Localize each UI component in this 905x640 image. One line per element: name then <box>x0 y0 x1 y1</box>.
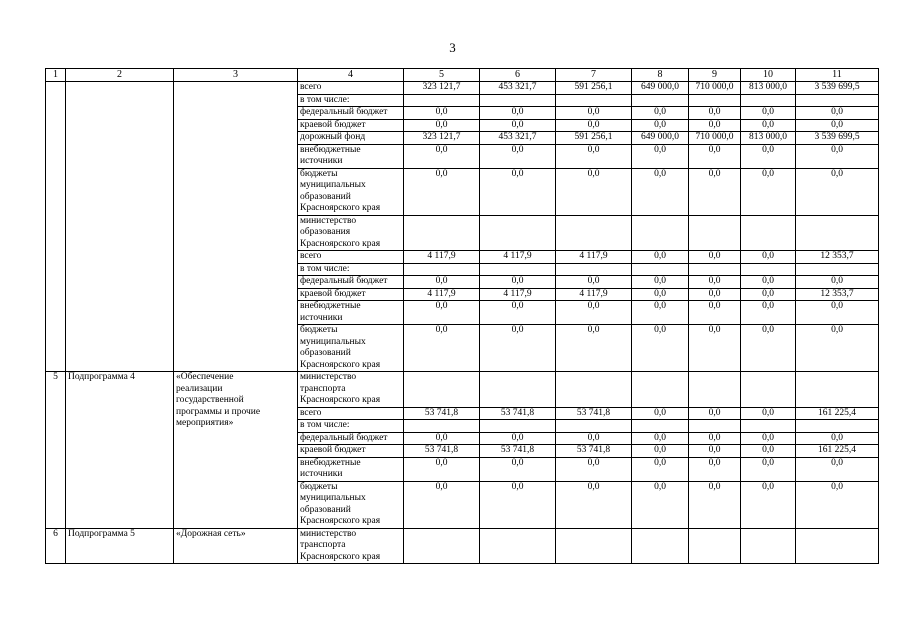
funding-source-cell: федеральный бюджет <box>298 432 404 445</box>
value-cell: 0,0 <box>404 144 480 168</box>
value-cell: 0,0 <box>404 119 480 132</box>
value-cell <box>689 420 741 433</box>
value-cell <box>741 372 796 408</box>
value-cell <box>689 215 741 251</box>
value-cell <box>480 372 556 408</box>
funding-source-cell: краевой бюджет <box>298 288 404 301</box>
column-header-4: 4 <box>298 69 404 82</box>
funding-source-cell: в том числе: <box>298 94 404 107</box>
value-cell: 0,0 <box>556 276 632 289</box>
funding-source-cell: бюджеты муниципальных образований Красноярского края <box>298 481 404 528</box>
value-cell: 0,0 <box>689 301 741 325</box>
value-cell: 0,0 <box>741 445 796 458</box>
funding-source-cell: министерство образования Красноярского края <box>298 215 404 251</box>
funding-source-cell: внебюджетные источники <box>298 457 404 481</box>
value-cell <box>741 263 796 276</box>
value-cell: 0,0 <box>556 481 632 528</box>
value-cell: 0,0 <box>480 107 556 120</box>
value-cell <box>689 263 741 276</box>
value-cell: 12 353,7 <box>796 251 879 264</box>
funding-source-cell: всего <box>298 407 404 420</box>
value-cell <box>741 420 796 433</box>
value-cell: 0,0 <box>632 168 689 215</box>
column-header-9: 9 <box>689 69 741 82</box>
value-cell: 53 741,8 <box>404 407 480 420</box>
value-cell <box>796 372 879 408</box>
value-cell: 4 117,9 <box>556 251 632 264</box>
value-cell: 161 225,4 <box>796 407 879 420</box>
funding-source-cell: бюджеты муниципальных образований Красноярского края <box>298 325 404 372</box>
value-cell <box>632 94 689 107</box>
funding-source-cell: федеральный бюджет <box>298 107 404 120</box>
value-cell: 591 256,1 <box>556 132 632 145</box>
value-cell: 0,0 <box>741 144 796 168</box>
value-cell <box>480 263 556 276</box>
value-cell <box>741 528 796 564</box>
value-cell <box>556 215 632 251</box>
value-cell: 0,0 <box>689 107 741 120</box>
value-cell: 0,0 <box>404 481 480 528</box>
value-cell: 0,0 <box>741 251 796 264</box>
table-row <box>46 528 879 564</box>
value-cell: 0,0 <box>689 481 741 528</box>
value-cell: 710 000,0 <box>689 82 741 95</box>
value-cell <box>796 94 879 107</box>
value-cell: 53 741,8 <box>480 407 556 420</box>
value-cell <box>796 420 879 433</box>
value-cell: 0,0 <box>741 276 796 289</box>
value-cell: 0,0 <box>632 445 689 458</box>
value-cell: 0,0 <box>796 119 879 132</box>
value-cell: 453 321,7 <box>480 132 556 145</box>
row-number-cell <box>46 82 66 372</box>
value-cell: 0,0 <box>689 457 741 481</box>
column-header-11: 11 <box>796 69 879 82</box>
value-cell: 0,0 <box>556 119 632 132</box>
value-cell: 591 256,1 <box>556 82 632 95</box>
value-cell: 0,0 <box>741 168 796 215</box>
funding-source-cell: краевой бюджет <box>298 119 404 132</box>
column-header-6: 6 <box>480 69 556 82</box>
value-cell: 0,0 <box>741 325 796 372</box>
value-cell: 0,0 <box>689 144 741 168</box>
value-cell: 0,0 <box>689 168 741 215</box>
funding-source-cell: внебюджетные источники <box>298 301 404 325</box>
header-row <box>46 69 879 82</box>
value-cell: 649 000,0 <box>632 132 689 145</box>
funding-source-cell: всего <box>298 251 404 264</box>
value-cell: 0,0 <box>741 288 796 301</box>
value-cell: 12 353,7 <box>796 288 879 301</box>
funding-source-cell: в том числе: <box>298 263 404 276</box>
value-cell: 0,0 <box>632 301 689 325</box>
value-cell <box>689 94 741 107</box>
value-cell: 0,0 <box>689 445 741 458</box>
value-cell <box>632 528 689 564</box>
value-cell: 453 321,7 <box>480 82 556 95</box>
value-cell: 0,0 <box>556 144 632 168</box>
value-cell: 0,0 <box>632 251 689 264</box>
value-cell: 0,0 <box>632 407 689 420</box>
table-row <box>46 82 879 95</box>
value-cell: 0,0 <box>741 457 796 481</box>
value-cell: 161 225,4 <box>796 445 879 458</box>
value-cell <box>796 215 879 251</box>
value-cell: 0,0 <box>480 144 556 168</box>
funding-source-cell: министерство транспорта Красноярского края <box>298 528 404 564</box>
value-cell: 4 117,9 <box>404 251 480 264</box>
column-header-3: 3 <box>174 69 298 82</box>
value-cell <box>741 215 796 251</box>
value-cell: 0,0 <box>632 144 689 168</box>
value-cell: 0,0 <box>741 407 796 420</box>
value-cell: 0,0 <box>404 168 480 215</box>
value-cell: 0,0 <box>632 457 689 481</box>
value-cell <box>632 372 689 408</box>
value-cell: 0,0 <box>689 325 741 372</box>
funding-source-cell: бюджеты муниципальных образований Красноярского края <box>298 168 404 215</box>
value-cell: 0,0 <box>741 107 796 120</box>
column-header-2: 2 <box>66 69 174 82</box>
column-header-1: 1 <box>46 69 66 82</box>
value-cell: 813 000,0 <box>741 82 796 95</box>
value-cell: 0,0 <box>404 107 480 120</box>
value-cell <box>480 420 556 433</box>
funding-source-cell: федеральный бюджет <box>298 276 404 289</box>
value-cell: 3 539 699,5 <box>796 82 879 95</box>
value-cell <box>689 372 741 408</box>
value-cell: 0,0 <box>796 301 879 325</box>
value-cell <box>480 528 556 564</box>
page-number: 3 <box>449 40 456 55</box>
value-cell <box>404 528 480 564</box>
value-cell: 0,0 <box>689 432 741 445</box>
value-cell: 0,0 <box>480 457 556 481</box>
value-cell <box>556 263 632 276</box>
value-cell <box>404 94 480 107</box>
value-cell <box>404 372 480 408</box>
value-cell: 0,0 <box>480 432 556 445</box>
value-cell: 4 117,9 <box>480 288 556 301</box>
column-header-8: 8 <box>632 69 689 82</box>
program-title-cell: «Обеспечение реализации государственной программы и прочие мероприятия» <box>174 372 298 529</box>
value-cell: 0,0 <box>480 119 556 132</box>
program-name-cell <box>66 82 174 372</box>
value-cell <box>404 263 480 276</box>
value-cell: 649 000,0 <box>632 82 689 95</box>
value-cell: 53 741,8 <box>480 445 556 458</box>
value-cell: 0,0 <box>796 457 879 481</box>
value-cell: 0,0 <box>480 168 556 215</box>
value-cell: 0,0 <box>632 107 689 120</box>
value-cell <box>556 372 632 408</box>
value-cell: 0,0 <box>689 288 741 301</box>
value-cell: 0,0 <box>404 276 480 289</box>
value-cell: 0,0 <box>796 144 879 168</box>
value-cell: 4 117,9 <box>556 288 632 301</box>
value-cell: 0,0 <box>796 481 879 528</box>
value-cell: 0,0 <box>632 325 689 372</box>
budget-table <box>45 68 879 564</box>
value-cell: 53 741,8 <box>556 407 632 420</box>
value-cell: 0,0 <box>796 107 879 120</box>
funding-source-cell: в том числе: <box>298 420 404 433</box>
value-cell: 0,0 <box>556 107 632 120</box>
value-cell: 0,0 <box>404 432 480 445</box>
value-cell <box>556 420 632 433</box>
value-cell <box>556 94 632 107</box>
value-cell <box>480 215 556 251</box>
value-cell <box>632 215 689 251</box>
funding-source-cell: внебюджетные источники <box>298 144 404 168</box>
value-cell: 0,0 <box>689 407 741 420</box>
value-cell <box>741 94 796 107</box>
value-cell: 0,0 <box>741 432 796 445</box>
value-cell: 710 000,0 <box>689 132 741 145</box>
value-cell <box>404 215 480 251</box>
value-cell: 0,0 <box>632 288 689 301</box>
value-cell: 0,0 <box>556 432 632 445</box>
row-number-cell: 6 <box>46 528 66 564</box>
value-cell: 4 117,9 <box>404 288 480 301</box>
value-cell: 0,0 <box>689 119 741 132</box>
funding-source-cell: дорожный фонд <box>298 132 404 145</box>
value-cell <box>404 420 480 433</box>
value-cell: 0,0 <box>741 301 796 325</box>
program-title-cell <box>174 82 298 372</box>
value-cell: 4 117,9 <box>480 251 556 264</box>
value-cell: 0,0 <box>556 301 632 325</box>
value-cell <box>556 528 632 564</box>
value-cell <box>689 528 741 564</box>
value-cell <box>632 420 689 433</box>
value-cell: 0,0 <box>404 457 480 481</box>
column-header-7: 7 <box>556 69 632 82</box>
value-cell: 0,0 <box>480 325 556 372</box>
value-cell <box>632 263 689 276</box>
program-name-cell: Подпрограмма 4 <box>66 372 174 529</box>
row-number-cell: 5 <box>46 372 66 529</box>
value-cell <box>796 263 879 276</box>
value-cell: 0,0 <box>741 119 796 132</box>
value-cell: 0,0 <box>556 325 632 372</box>
value-cell: 0,0 <box>480 301 556 325</box>
value-cell: 0,0 <box>796 276 879 289</box>
value-cell: 3 539 699,5 <box>796 132 879 145</box>
table-row <box>46 372 879 408</box>
funding-source-cell: министерство транспорта Красноярского края <box>298 372 404 408</box>
value-cell: 0,0 <box>404 301 480 325</box>
value-cell: 323 121,7 <box>404 82 480 95</box>
value-cell: 0,0 <box>404 325 480 372</box>
value-cell: 0,0 <box>689 276 741 289</box>
value-cell: 813 000,0 <box>741 132 796 145</box>
column-header-5: 5 <box>404 69 480 82</box>
funding-source-cell: всего <box>298 82 404 95</box>
value-cell: 0,0 <box>796 168 879 215</box>
value-cell: 0,0 <box>632 119 689 132</box>
value-cell <box>796 528 879 564</box>
program-title-cell: «Дорожная сеть» <box>174 528 298 564</box>
value-cell: 53 741,8 <box>404 445 480 458</box>
funding-source-cell: краевой бюджет <box>298 445 404 458</box>
value-cell: 0,0 <box>480 276 556 289</box>
value-cell: 0,0 <box>480 481 556 528</box>
value-cell: 53 741,8 <box>556 445 632 458</box>
value-cell: 0,0 <box>556 168 632 215</box>
value-cell <box>480 94 556 107</box>
value-cell: 0,0 <box>796 325 879 372</box>
value-cell: 323 121,7 <box>404 132 480 145</box>
value-cell: 0,0 <box>632 432 689 445</box>
value-cell: 0,0 <box>556 457 632 481</box>
value-cell: 0,0 <box>741 481 796 528</box>
value-cell: 0,0 <box>689 251 741 264</box>
value-cell: 0,0 <box>796 432 879 445</box>
value-cell: 0,0 <box>632 276 689 289</box>
column-header-10: 10 <box>741 69 796 82</box>
value-cell: 0,0 <box>632 481 689 528</box>
program-name-cell: Подпрограмма 5 <box>66 528 174 564</box>
